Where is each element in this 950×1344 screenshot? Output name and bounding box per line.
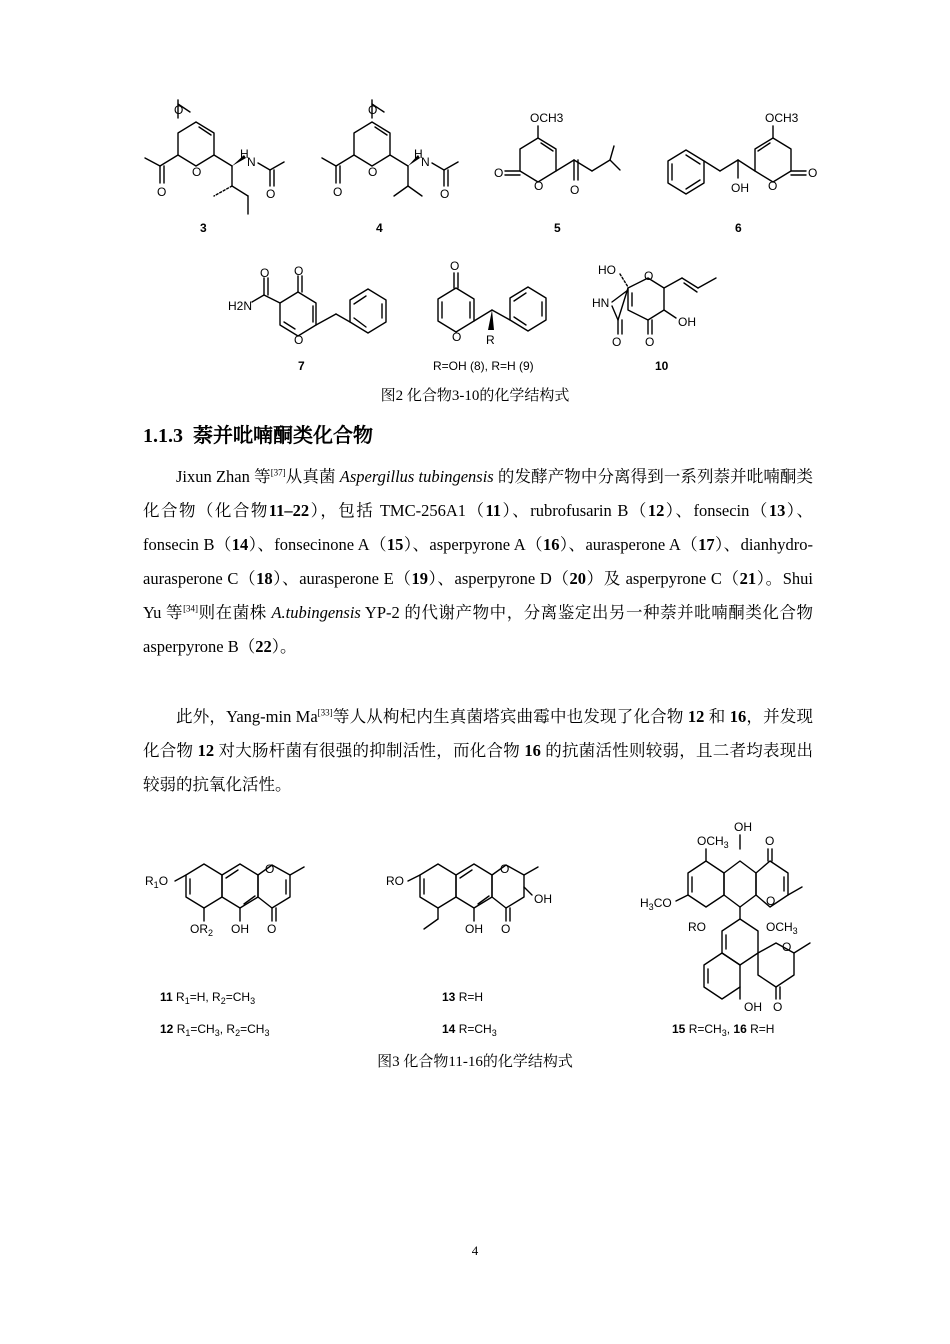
structure-compound-4 [322, 100, 458, 201]
structure-compound-11-12 [145, 862, 304, 938]
atom-o-3a: O [157, 185, 167, 199]
paragraph-2: 此外，Yang-min Ma[33]等人从枸杞内生真菌塔宾曲霉中也发现了化合物 12 和 16，并发现化合物 12 对大肠杆菌有很强的抑制活性，而化合物 16 的抗菌活性则较弱，且二者均表现出较弱的抗氧化活性。 [143, 707, 814, 794]
atom-oh-15a: OH [734, 820, 752, 834]
figure-3-caption: 图3 化合物11-16的化学结构式 [377, 1054, 573, 1070]
atom-o-ring-4: O [368, 165, 378, 179]
atom-or2: $OR_2$ [190, 922, 214, 938]
atom-oh-10: OH [678, 315, 696, 329]
atom-oh-11: OH [231, 922, 249, 936]
citation-37: [37] [270, 467, 286, 478]
atom-o-ring-15b: O [782, 940, 792, 954]
atom-o-10a: O [612, 335, 622, 349]
structure-compound-15-16 [640, 820, 810, 1014]
atom-o-15a: O [765, 834, 775, 848]
atom-o-5b: O [570, 183, 580, 197]
atom-oh-13a: OH [534, 892, 552, 906]
structure-compound-3 [145, 100, 284, 214]
compound-label-10: 10 [655, 359, 669, 373]
compound-label-15-16: 15 $R=CH_3$, 16 R=H [672, 1022, 775, 1038]
page-number: 4 [471, 1243, 479, 1258]
compound-label-14: 14 $R=CH_3$ [442, 1022, 497, 1038]
species-name: Aspergillus tubingensis [339, 467, 494, 486]
atom-o-ring-11: O [265, 862, 275, 876]
atom-ro-13: RO [386, 874, 404, 888]
structure-compound-10 [592, 263, 716, 349]
atom-o-7a: O [260, 266, 270, 280]
compound-label-5: 5 [554, 221, 561, 235]
structure-compound-7 [228, 264, 386, 347]
structure-compound-5 [494, 111, 620, 197]
atom-o-7b: O [294, 264, 304, 278]
citation-34: [34] [183, 603, 199, 614]
atom-o-3b: O [266, 187, 276, 201]
atom-o-8a: O [450, 259, 460, 273]
atom-o-ring-5: O [534, 179, 544, 193]
structure-compound-6 [668, 111, 817, 195]
atom-nh-h-4: H [414, 147, 423, 161]
atom-o-ring-15a: O [766, 894, 776, 908]
atom-o-methoxy-3: O [174, 103, 184, 117]
section-title: 萘并吡喃酮类化合物 [193, 423, 373, 447]
citation-33: [33] [317, 707, 333, 718]
compound-label-3: 3 [200, 221, 207, 235]
atom-o-4a: O [333, 185, 343, 199]
figure-2-structures [0, 0, 950, 380]
paragraph-1: Jixun Zhan 等[37]从真菌 Aspergillus tubingensis 的发酵产物中分离得到一系列萘并吡喃酮类化合物（化合物11–22），包括 TMC-256A1（11）、rubrofusarin B（12）、fonsecin（13）、fonsecin B（14）、fonsecinone A（15）、asperpyrone A（16）、aurasperone A（17）、dianhydro-aurasperone C（18）、aurasperone E（19）、asperpyrone D（20）及 asperpyrone C（21）。Shui Yu 等[34]则在菌株 A.tubingensis YP-2 的代谢产物中，分离鉴定出另一种萘并吡喃酮类化合物 asperpyrone B（22）。 [143, 467, 814, 656]
atom-ho-10: HO [598, 263, 616, 277]
atom-oh-13b: OH [465, 922, 483, 936]
atom-o-ketone-13: O [501, 922, 511, 936]
atom-r-8: R [486, 333, 495, 347]
atom-hn-10: HN [592, 296, 610, 310]
compound-label-4: 4 [376, 221, 383, 235]
atom-o-6a: O [808, 166, 818, 180]
atom-och3-15a: $OCH_3$ [697, 834, 729, 850]
atom-o-ring-6: O [768, 179, 778, 193]
atom-n-3: N [247, 155, 256, 169]
atom-oh-15b: OH [744, 1000, 762, 1014]
compound-label-11: 11 $R_1=H$, $R_2=CH_3$ [160, 990, 256, 1006]
atom-h3co-15: $H_3CO$ [640, 896, 672, 912]
atom-o-15b: O [773, 1000, 783, 1014]
structure-compound-13-14 [386, 862, 552, 936]
compound-label-8-9: R=OH (8), R=H (9) [433, 359, 534, 373]
atom-o-ring-13: O [500, 862, 510, 876]
atom-o-ring-8: O [452, 330, 462, 344]
atom-n-4: N [421, 155, 430, 169]
atom-o-ketone-11: O [267, 922, 277, 936]
atom-o-10b: O [645, 335, 655, 349]
compound-label-6: 6 [735, 221, 742, 235]
section-number: 1.1.3 [143, 425, 183, 447]
atom-och3-6: OCH3 [765, 111, 799, 125]
figure-2-caption: 图2 化合物3-10的化学结构式 [380, 388, 570, 404]
compound-label-7: 7 [298, 359, 305, 373]
atom-o-5a: O [494, 166, 504, 180]
section-heading [143, 419, 373, 448]
atom-o-ring-3: O [192, 165, 202, 179]
atom-o-4b: O [440, 187, 450, 201]
atom-oh-6: OH [731, 181, 749, 195]
compound-label-13: 13 R=H [442, 990, 484, 1004]
atom-nh-h-3: H [240, 147, 249, 161]
atom-ro-15: RO [688, 920, 706, 934]
structure-compound-8-9 [438, 259, 546, 347]
atom-o-ring-10: O [644, 269, 654, 283]
atom-r1o: $R_1O$ [145, 874, 169, 890]
atom-o-ring-7: O [294, 333, 304, 347]
atom-och3-15b: $OCH_3$ [766, 920, 798, 936]
species-name-2: A.tubingensis [271, 603, 361, 622]
atom-och3-5: OCH3 [530, 111, 564, 125]
atom-h2n-7: H2N [228, 299, 253, 313]
compound-label-12: 12 $R_1=CH_3$, $R_2=CH_3$ [160, 1022, 270, 1038]
figure-3-structures [0, 815, 950, 1065]
atom-o-methoxy-4: O [368, 103, 378, 117]
